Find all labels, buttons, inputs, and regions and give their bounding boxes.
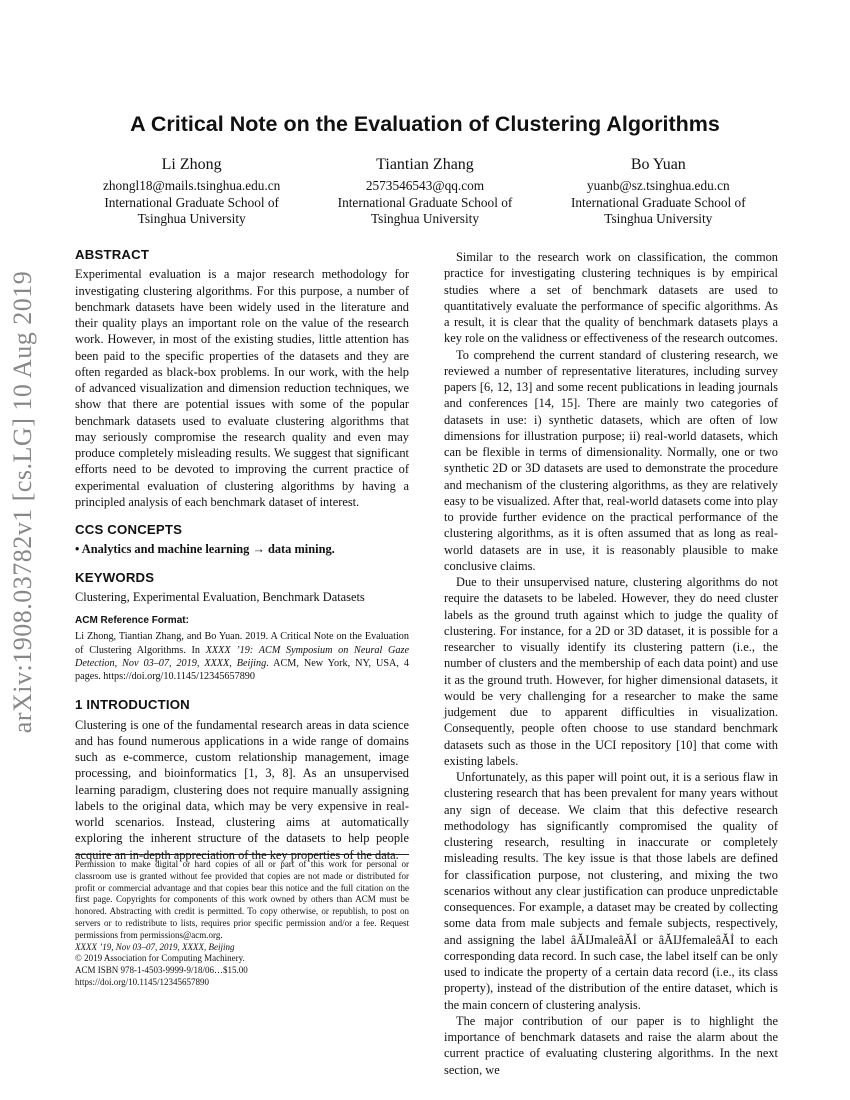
author-affiliation: Tsinghua University	[370, 211, 479, 226]
author-affiliation: Tsinghua University	[137, 211, 246, 226]
doi-line: https://doi.org/10.1145/12345657890	[75, 976, 210, 987]
body-paragraph: Due to their unsupervised nature, clustering algorithms do not require the datasets to be labeled. However, they do need cluster labels as the ground truth against which to judge the quality of clustering. For instance, for a 2D or 3D dataset, it is possible for a researcher to visually identify its clustering pattern (i.e., the number of clusters and the membership of each data point) and use it as the ground truth. However, for higher dimensional datasets, it would be very challenging for a researcher to make the same judgement due to apparent difficulties in visualization. Consequently, people often choose to use standard benchmark datasets such as those in the UCI repository [10] that come with existing labels.	[444, 575, 778, 768]
introduction-text: Clustering is one of the fundamental research areas in data science and has found numerous applications in a wide range of domains such as e-commerce, custom relationship management, image processing, and bioinformatics [1, 3, 8]. As an unsupervised learning paradigm, clustering does not require manually assigning labels to the original data, which may be very expensive in real-world scenarios. Instead, clustering aims at automatically exploring the inherent structure of the datasets to help people acquire an in-depth appreciation of the key properties of the data.	[75, 717, 409, 862]
keywords-text: Clustering, Experimental Evaluation, Benchmark Datasets	[75, 589, 365, 604]
isbn-line: ACM ISBN 978-1-4503-9999-9/18/06…$15.00	[75, 965, 248, 976]
abstract-heading: ABSTRACT	[75, 247, 150, 262]
ccs-text: • Analytics and machine learning → data mining.	[75, 542, 335, 557]
body-paragraph: Similar to the research work on classification, the common practice for investigating clustering techniques is by empirical studies where a set of benchmark datasets are used to quantitatively evaluate the performance of specific algorithms. As a result, it is clear that the quality of benchmark datasets plays a key role on the validness or effectiveness of the research outcomes.	[444, 250, 778, 346]
author-block	[75, 155, 775, 228]
right-column	[444, 249, 778, 1078]
copyright-line: © 2019 Association for Computing Machinery.	[75, 953, 245, 964]
arxiv-sidebar-id: arXiv:1908.03782v1 [cs.LG] 10 Aug 2019	[8, 270, 37, 734]
body-paragraph: To comprehend the current standard of clustering research, we reviewed a number of representative literatures, including survey papers [6, 12, 13] and some recent publications in leading journals and conferences [14, 15]. There are mainly two categories of datasets in use: i) synthetic datasets, which are often of low dimensions for illustration purpose; ii) real-world datasets, which can be flexible in terms of dimensionality. Normally, one or two synthetic 2D or 3D datasets are used to demonstrate the procedure and mechanism of the clustering algorithms, as they are relatively easy to be visualized. After that, real-world datasets come into play to provide further evidence on the practical performance of the clustering algorithms, as it is often assumed that as long as real-world datasets are in use, it is reasonably plausible to make conclusive claims.	[444, 347, 778, 573]
author-email: 2573546543@qq.com	[365, 178, 485, 193]
author-email: zhongl18@mails.tsinghua.edu.cn	[103, 178, 281, 193]
introduction-heading: 1 INTRODUCTION	[75, 697, 190, 713]
author-affiliation: International Graduate School of	[104, 194, 279, 210]
permission-text: Permission to make digital or hard copies of all or part of this work for personal or classroom use is granted without fee provided that copies are not made or distributed for profit or commercial advantage and that copies bear this notice and the full citation on the first page. Copyrights for components of this work owned by others than ACM must be honored. Abstracting with credit is permitted. To copy otherwise, or republish, to post on servers or to redistribute to lists, requires prior specific permission and/or a fee. Request permissions from permissions@acm.org.	[75, 859, 409, 940]
body-paragraph: The major contribution of our paper is to highlight the importance of benchmark datasets and raise the alarm about the current practice of evaluating clustering algorithms. In the next section, we	[444, 1013, 778, 1077]
keywords-heading: KEYWORDS	[75, 569, 155, 585]
author-name: Tiantian Zhang	[376, 156, 474, 173]
abstract-text: Experimental evaluation is a major research methodology for investigating clustering algorithms. For this purpose, a number of benchmark datasets have been widely used in the literature and their quality plays an important role on the value of the research work. However, in most of the existing studies, little attention has been paid to the specific properties of the datasets and they are often regarded as black-box problems. In our work, with the help of advanced visualization and dimension reduction techniques, we show that there are potential issues with some of the popular benchmark datasets used to evaluate clustering algorithms that may seriously compromise the research quality and even may produce completely misleading results. We suggest that significant efforts need to be devoted to improving the current practice of experimental evaluation of clustering algorithms by having a principled analysis of each benchmark dataset of interest.	[75, 267, 409, 509]
paper-title: A Critical Note on the Evaluation of Clustering Algorithms	[130, 112, 720, 136]
author-affiliation: Tsinghua University	[604, 211, 713, 226]
author-name: Bo Yuan	[630, 156, 686, 173]
author-1	[75, 155, 308, 228]
reference-format-text	[75, 630, 409, 683]
author-affiliation: International Graduate School of	[570, 194, 746, 210]
author-affiliation: International Graduate School of	[337, 194, 513, 210]
author-name: Li Zhong	[161, 156, 222, 173]
reference-format-heading: ACM Reference Format:	[75, 615, 189, 626]
reference-text-part: . ACM, New York, NY, USA, 4 pages. https://doi.org/10.1145/12345657890	[75, 657, 410, 683]
left-column	[75, 247, 409, 863]
venue-line: XXXX ’19, Nov 03–07, 2019, XXXX, Beijing	[75, 941, 235, 952]
ccs-heading: CCS CONCEPTS	[75, 522, 183, 537]
author-email: yuanb@sz.tsinghua.edu.cn	[587, 178, 730, 193]
reference-venue: XXXX ’19: ACM Symposium on Neural Gaze Detection, Nov 03–07, 2019, XXXX, Beijing	[75, 644, 409, 669]
body-paragraph: Unfortunately, as this paper will point out, it is a serious flaw in clustering research that has been prevalent for many years without any sign of decease. We claim that this defective research methodology has significantly compromised the quality of clustering research, resulting in inaccurate or completely misleading results. The key issue is that those labels are defined for classification purpose, not clustering, and mixing the two scenarios without any clear justification can produce unpredictable consequences. For example, a dataset may be created by collecting some data from male subjects and female subjects, respectively, and assigning the label âĂIJmaleâĂİ or âĂIJfemaleâĂİ to each corresponding data record. In such case, the label itself can be only used to indicate the property of a certain data record (i.e., its class property), instead of the distribution of the entire dataset, which is the main concern of clustering analysis.	[444, 770, 778, 1012]
reference-text-part: Li Zhong, Tiantian Zhang, and Bo Yuan. 2019. A Critical Note on the Evaluation of Clustering Algorithms. In	[75, 631, 409, 656]
author-2	[308, 155, 541, 228]
permission-footnote	[75, 854, 409, 989]
author-3	[542, 155, 775, 228]
